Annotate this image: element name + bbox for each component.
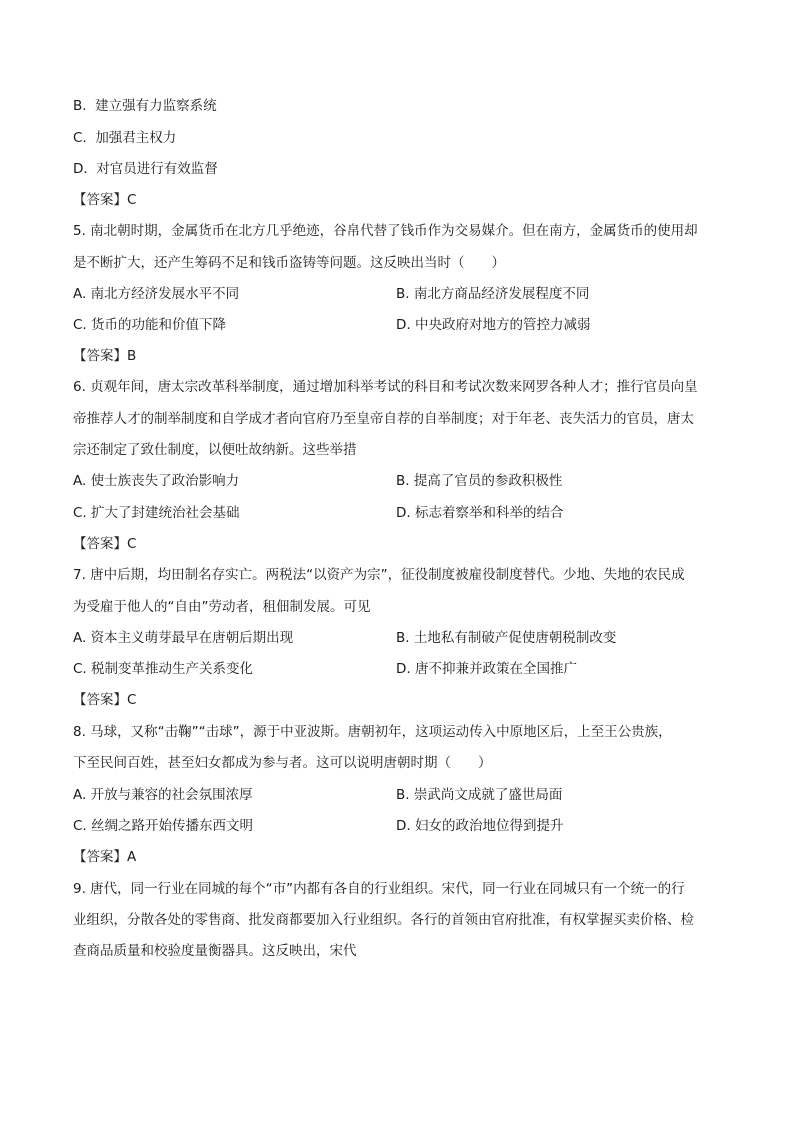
q9-stem-line2: 业组织，分散各处的零售商、批发商都要加入行业组织。各行的首领由官府批准，有权掌握买卖价格、检 [73, 912, 694, 928]
q8-stem-line1: 8. 马球，又称“击鞠”“击球”，源于中亚波斯。唐朝初年，这项运动传入中原地区后，上至王公贵族， [73, 724, 672, 740]
option-text: 加强君主权力 [95, 130, 177, 146]
q6-stem-line3: 宗还制定了致仕制度，以便吐故纳新。这些举措 [73, 442, 357, 458]
option-text: 对官员进行有效监督 [96, 161, 218, 177]
q5-option-c: C. 货币的功能和价值下降 [73, 317, 227, 333]
q5-option-d: D. 中央政府对地方的管控力减弱 [396, 317, 591, 333]
q6-option-a: A. 使士族丧失了政治影响力 [73, 473, 240, 489]
q8-answer: 【答案】A [73, 849, 137, 865]
q5-stem-line2: 是不断扩大，还产生筹码不足和钱币盗铸等问题。这反映出当时（ ） [73, 255, 505, 271]
q5-option-b: B. 南北方商品经济发展程度不同 [396, 286, 590, 302]
q7-option-c: C. 税制变革推动生产关系变化 [73, 661, 254, 677]
q8-option-a: A. 开放与兼容的社会氛围浓厚 [73, 787, 253, 803]
q9-stem-line1: 9. 唐代，同一行业在同城的每个“市”内都有各自的行业组织。宋代，同一行业在同城只有一个统一的行 [73, 881, 685, 897]
q6-stem-line1: 6. 贞观年间，唐太宗改革科举制度，通过增加科举考试的科目和考试次数来网罗各种人才；推行官员向皇 [73, 379, 698, 395]
q7-option-d: D. 唐不抑兼并政策在全国推广 [396, 661, 577, 677]
q5-option-a: A. 南北方经济发展水平不同 [73, 286, 240, 302]
option-letter: D. [73, 161, 88, 177]
q5-stem-line1: 5. 南北朝时期，金属货币在北方几乎绝迹，谷帛代替了钱币作为交易媒介。但在南方，金属货币的使用却 [73, 223, 698, 239]
q4-answer: 【答案】C [73, 192, 137, 208]
q4-option-c [73, 129, 176, 147]
q7-stem-line1: 7. 唐中后期，均田制名存实亡。两税法“以资产为宗”，征役制度被雇役制度替代。少地、失地的农民成 [73, 567, 685, 583]
q6-answer: 【答案】C [73, 536, 137, 552]
q6-stem-line2: 帝推荐人才的制举制度和自学成才者向官府乃至皇帝自荐的自举制度；对于年老、丧失活力的官员，唐太 [73, 411, 694, 427]
q8-option-b: B. 崇武尚文成就了盛世局面 [396, 787, 563, 803]
q6-option-d: D. 标志着察举和科举的结合 [396, 505, 564, 521]
q8-stem-line2: 下至民间百姓，甚至妇女都成为参与者。这可以说明唐朝时期（ ） [73, 755, 492, 771]
q7-stem-line2: 为受雇于他人的“自由”劳动者，租佃制发展。可见 [73, 599, 371, 615]
q6-option-b: B. 提高了官员的参政积极性 [396, 473, 563, 489]
option-text: 建立强有力监察系统 [95, 98, 217, 114]
option-letter: B. [73, 98, 87, 114]
q7-answer: 【答案】C [73, 692, 137, 708]
q7-option-b: B. 土地私有制破产促使唐朝税制改变 [396, 630, 617, 646]
q8-option-d: D. 妇女的政治地位得到提升 [396, 818, 564, 834]
q4-option-d [73, 160, 218, 178]
q7-option-a: A. 资本主义萌芽最早在唐朝后期出现 [73, 630, 294, 646]
q6-option-c: C. 扩大了封建统治社会基础 [73, 505, 240, 521]
q9-stem-line3: 查商品质量和校验度量衡器具。这反映出，宋代 [73, 943, 357, 959]
q5-answer: 【答案】B [73, 348, 137, 364]
q8-option-c: C. 丝绸之路开始传播东西文明 [73, 818, 254, 834]
option-letter: C. [73, 130, 87, 146]
q4-option-b [73, 97, 217, 115]
